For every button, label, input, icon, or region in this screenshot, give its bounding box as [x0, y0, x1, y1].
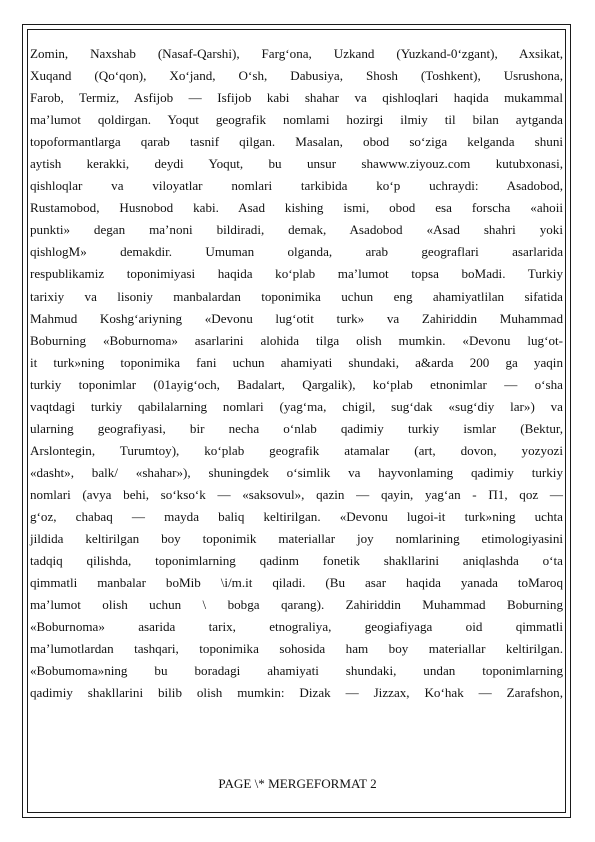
- text-line: Xuqand (Qo‘qon), Xo‘jand, O‘sh, Dabusiya, Shosh (Toshkent), Usrushona,: [30, 68, 563, 84]
- text-line: qadimiy shakllarini bilib olish mumkin: Dizak — Jizzax, Ko‘hak — Zarafshon,: [30, 685, 563, 701]
- text-line: aytish kerakki, deydi Yoqut, bu unsur shawww.ziyouz.com kutubxonasi,: [30, 156, 563, 172]
- body-text: [30, 43, 563, 704]
- text-line: ma’lumotlardan tashqari, toponimika sohosida ham boy materiallar keltirilgan.: [30, 641, 563, 657]
- text-line: topoformantlarga qarab tasnif qilgan. Masalan, obod so‘ziga kelganda shuni: [30, 134, 563, 150]
- text-line: it turk»ning toponimika fani uchun ahamiyati shundaki, a&arda 200 ga yaqin: [30, 354, 563, 370]
- text-line: qimmatli manbalar boMib \i/m.it qiladi. (Bu asar haqida yanada toMaroq: [30, 575, 563, 591]
- text-line: g‘oz, chabaq — mayda baliq keltirilgan. «Devonu lugoi-it turk»ning uchta: [30, 508, 563, 524]
- text-line: «Bobumoma»ning bu boradagi ahamiyati shundaki, undan toponimlarning: [30, 663, 563, 679]
- text-line: Mahmud Koshg‘ariyning «Devonu lug‘otit turk» va Zahiriddin Muhammad: [30, 310, 563, 326]
- text-line: tadqiq qilishda, toponimlarning qadinm fonetik shakllarini aniqlashda o‘ta: [30, 553, 563, 569]
- text-line: Farob, Termiz, Asfijob — Isfijob kabi shahar va qishloqlari haqida mukammal: [30, 90, 563, 106]
- text-line: «Boburnoma» asarida tarix, etnograliya, geogiafiyaga oid qimmatli: [30, 619, 563, 635]
- text-line: Rustamobod, Husnobod kabi. Asad kishing ismi, obod esa forscha «ahoii: [30, 200, 563, 216]
- text-line: punkti» degan ma’noni bildiradi, demak, Asadobod «Asad shahri yoki: [30, 222, 563, 238]
- text-line: tarixiy va lisoniy manbalardan toponimika uchun eng ahamiyatlilan sifatida: [30, 288, 563, 304]
- text-line: qishloqlar va viloyatlar nomlari tarkibida ko‘p uchraydi: Asadobod,: [30, 178, 563, 194]
- text-line: Arslontegin, Turumtoy), ko‘plab geografik atamalar (art, dovon, yozyozi: [30, 442, 563, 458]
- text-line: «dasht», balk/ «shahar»), shuningdek o‘simlik va hayvonlaming qadimiy turkiy: [30, 464, 563, 480]
- text-line: Boburning «Boburnoma» asarlarini alohida tilga olish mumkin. «Devonu lug‘ot-: [30, 332, 563, 348]
- text-line: respublikamiz toponimiyasi haqida ko‘plab ma’lumot topsa boMadi. Turkiy: [30, 266, 563, 282]
- text-line: ma’lumot qoldirgan. Yoqut geografik nomlami hozirgi ilmiy til bilan aytganda: [30, 112, 563, 128]
- text-line: Zomin, Naxshab (Nasaf-Qarshi), Farg‘ona, Uzkand (Yuzkand-0‘zgant), Axsikat,: [30, 46, 563, 61]
- page-footer: PAGE \* MERGEFORMAT 2: [218, 776, 377, 791]
- text-line: jildida keltirilgan boy toponimik materiallar joy nomlarining etimologiyasini: [30, 531, 563, 547]
- text-line: ularning geografiyasi, bir necha o‘nlab qadimiy turkiy ismlar (Bektur,: [30, 420, 563, 436]
- text-line: vaqtdagi turkiy qabilalarning nomlari (yag‘ma, chigil, sug‘dak «sug‘diy lar») va: [30, 398, 563, 414]
- text-line: turkiy toponimlar (01ayig‘och, Badalart, Qargalik), ko‘plab etnonimlar — o‘sha: [30, 376, 563, 392]
- text-line: ma’lumot olish uchun \ bobga qarang). Zahiriddin Muhammad Boburning: [30, 597, 563, 613]
- text-line: nomlari (avya behi, so‘kso‘k — «saksovul», qazin — qayin, yag‘an - Π1, qoz —: [30, 486, 563, 502]
- text-line: qishlogM» demakdir. Umuman olganda, arab geograflari asarlarida: [30, 244, 563, 260]
